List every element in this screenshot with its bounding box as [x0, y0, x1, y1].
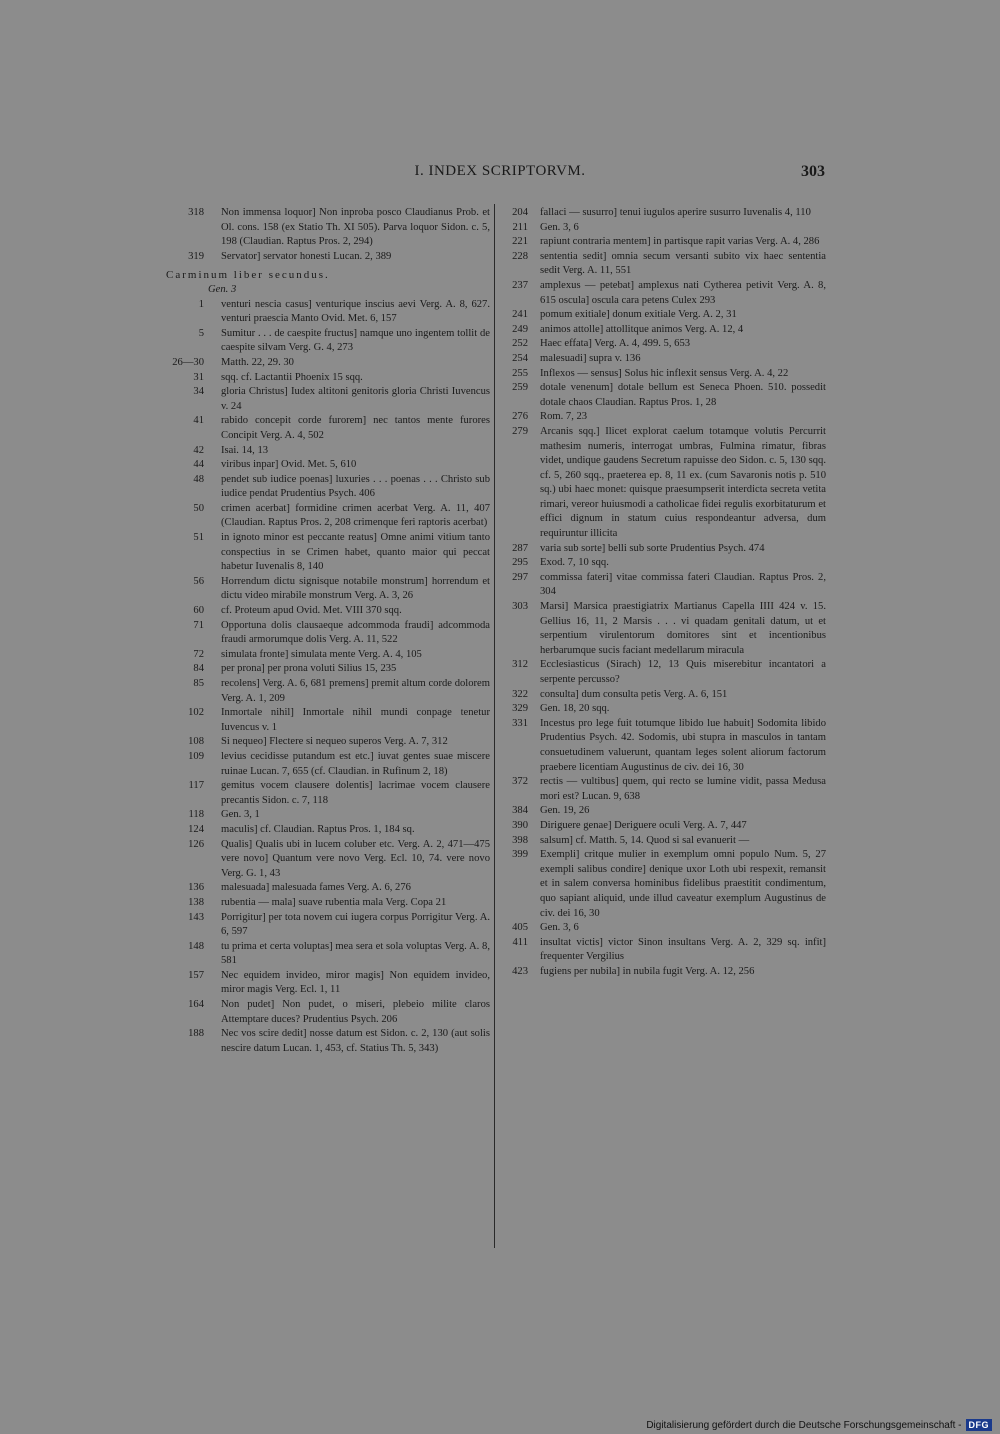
- verse-number: 312: [512, 659, 528, 671]
- verse-number: 405: [512, 922, 528, 934]
- index-entry: [166, 327, 490, 356]
- index-entry: [502, 819, 826, 834]
- verse-number: 237: [512, 279, 528, 291]
- verse-number: 276: [512, 411, 528, 423]
- entry-text: amplexus — petebat] amplexus nati Cytherea petivit Verg. A. 8, 615 oscula] oscula cara petens Culex 293: [540, 279, 826, 306]
- entry-text: Diriguere genae] Deriguere oculi Verg. A. 7, 447: [540, 819, 747, 831]
- index-entry: [166, 823, 490, 838]
- verse-number: 109: [188, 750, 204, 762]
- index-entry: [166, 458, 490, 473]
- verse-number: 148: [188, 940, 204, 952]
- entry-text: Si nequeo] Flectere si nequeo superos Verg. A. 7, 312: [221, 736, 448, 748]
- entry-text: cf. Proteum apud Ovid. Met. VIII 370 sqq.: [221, 605, 402, 617]
- entry-text: Gen. 19, 26: [540, 805, 590, 817]
- index-entry: [166, 502, 490, 531]
- index-entry: [502, 571, 826, 600]
- verse-number: 255: [512, 367, 528, 379]
- index-entry: [166, 444, 490, 459]
- verse-number: 204: [512, 207, 528, 218]
- entry-text: Inmortale nihil] Inmortale nihil mundi conpage tenetur Iuvencus v. 1: [221, 707, 490, 733]
- verse-number: 126: [188, 838, 204, 850]
- entry-text: Exod. 7, 10 sqq.: [540, 557, 609, 569]
- verse-number: 372: [512, 776, 528, 788]
- index-entry: [502, 337, 826, 352]
- verse-number: 331: [512, 717, 528, 729]
- entry-text: Gen. 3, 1: [221, 809, 260, 821]
- verse-number: 297: [512, 571, 528, 583]
- entry-text: Qualis] Qualis ubi in lucem coluber etc. Verg. A. 2, 471—475 vere novo] Quantum vere novo Verg. Ecl. 10, 74. vere novo Verg. G. 1, 43: [221, 838, 490, 879]
- verse-number: 164: [188, 999, 204, 1011]
- verse-number: 108: [188, 736, 204, 748]
- index-entry: [166, 250, 490, 265]
- index-entry: [166, 298, 490, 327]
- entry-text: rapiunt contraria mentem] in partisque rapit varias Verg. A. 4, 286: [540, 236, 820, 248]
- verse-number: 322: [512, 688, 528, 700]
- verse-number: 117: [188, 780, 204, 792]
- index-entry: [502, 279, 826, 308]
- dfg-logo: DFG: [966, 1419, 993, 1431]
- index-entry: [166, 838, 490, 882]
- verse-number: 295: [512, 557, 528, 569]
- entry-text: sententia sedit] omnia secum versanti subito vix haec sententia sedit Verg. A. 11, 551: [540, 250, 826, 277]
- entry-text: Marsi] Marsica praestigiatrix Martianus Capella IIII 424 v. 15. Gellius 16, 11, 2 Marsis . . . vi quadam genitali datum, ut et serpentium virulentorum domitores sint et incentionibus herbarumque sucis faciant medellarum miracula: [540, 601, 826, 656]
- entry-text: venturi nescia casus] venturique inscius aevi Verg. A. 8, 627. venturi praescia Manto Ovid. Met. 6, 157: [221, 298, 490, 325]
- verse-number: 319: [188, 250, 204, 262]
- entry-text: simulata fronte] simulata mente Verg. A. 4, 105: [221, 648, 422, 660]
- index-entry: [166, 969, 490, 998]
- index-entry: [502, 308, 826, 323]
- index-entry: [166, 371, 490, 386]
- entry-text: maculis] cf. Claudian. Raptus Pros. 1, 184 sq.: [221, 823, 415, 835]
- index-entry: [502, 250, 826, 279]
- index-entry: [502, 702, 826, 717]
- verse-number: 303: [512, 601, 528, 613]
- entry-text: rectis — vultibus] quem, qui recto se lumine vidit, passa Medusa mori est? Lucan. 9, 638: [540, 776, 826, 802]
- entry-text: Gen. 3, 6: [540, 221, 579, 233]
- entry-text: Horrendum dictu signisque notabile monstrum] horrendum et dictu video mirabile monstrum Verg. A. 3, 26: [221, 575, 490, 602]
- index-entry: [502, 658, 826, 687]
- entry-text: consulta] dum consulta petis Verg. A. 6, 151: [540, 688, 728, 700]
- index-entry: [166, 677, 490, 706]
- verse-number: 42: [193, 444, 204, 456]
- left-column: [166, 206, 490, 1056]
- verse-number: 423: [512, 965, 528, 977]
- page-number: 303: [801, 163, 825, 180]
- verse-number: 138: [188, 896, 204, 908]
- entry-text: Non pudet] Non pudet, o miseri, plebeio milite claros Attemptare duces? Prudentius Psych. 206: [221, 999, 490, 1025]
- index-entry: [502, 542, 826, 557]
- index-entry: [166, 706, 490, 735]
- verse-number: 51: [193, 532, 204, 544]
- entry-text: animos attolle] attollitque animos Verg. A. 12, 4: [540, 323, 744, 335]
- entry-text: Ecclesiasticus (Sirach) 12, 13 Quis miserebitur incantatori a serpente percusso?: [540, 659, 826, 685]
- entry-text: crimen acerbat] formidine crimen acerbat Verg. A. 11, 407 (Claudian. Raptus Pros. 2, 208 crimenque feri raptoris acerbat): [221, 502, 490, 529]
- index-entry: [166, 735, 490, 750]
- index-entry: [502, 965, 826, 980]
- entry-text: salsum] cf. Matth. 5, 14. Quod si sal evanuerit —: [540, 834, 750, 846]
- index-entry: [166, 896, 490, 911]
- index-entry: [166, 575, 490, 604]
- index-entry: [166, 385, 490, 414]
- entry-text: varia sub sorte] belli sub sorte Prudentius Psych. 474: [540, 542, 765, 554]
- section-reference: Gen. 3: [208, 283, 237, 295]
- index-entry: [166, 473, 490, 502]
- index-entry: [166, 779, 490, 808]
- verse-number: 318: [188, 207, 204, 218]
- footer: [646, 1418, 992, 1432]
- entry-text: Rom. 7, 23: [540, 411, 588, 423]
- entry-text: Non immensa loquor] Non inproba posco Claudianus Prob. et Ol. cons. 158 (ex Statio Th. XI 505). Parva loquor Sidon. c. 5, 198 (Claudian. Raptus Pros. 2, 294): [221, 207, 490, 248]
- verse-number: 188: [188, 1028, 204, 1040]
- section-heading: Carminum liber secundus.: [166, 269, 330, 282]
- index-entry: [166, 356, 490, 371]
- index-entry: [166, 808, 490, 823]
- verse-number: 44: [193, 459, 204, 471]
- verse-number: 26—30: [172, 356, 204, 368]
- entry-text: Nec vos scire dedit] nosse datum est Sidon. c. 2, 130 (aut solis nescire datum Lucan. 1, 453, cf. Statius Th. 5, 343): [221, 1028, 490, 1054]
- verse-number: 211: [512, 221, 528, 233]
- entry-text: Opportuna dolis clausaeque adcommoda fraudi] adcommoda fraudi armorumque dolis Verg. A. 11, 522: [221, 619, 490, 646]
- verse-number: 157: [188, 969, 204, 981]
- index-entry: [502, 717, 826, 775]
- verse-number: 398: [512, 834, 528, 846]
- entry-text: Haec effata] Verg. A. 4, 499. 5, 653: [540, 338, 691, 350]
- index-entry: [502, 381, 826, 410]
- index-entry: [166, 911, 490, 940]
- index-entry: [502, 600, 826, 658]
- index-entry: [166, 998, 490, 1027]
- index-entry: [502, 352, 826, 367]
- index-entry: [502, 323, 826, 338]
- entry-text: Isai. 14, 13: [221, 444, 269, 456]
- entry-text: pendet sub iudice poenas] luxuries . . . poenas . . . Christo sub iudice pendat Prudentius Psych. 406: [221, 473, 490, 500]
- entry-text: Nec equidem invideo, miror magis] Non equidem invideo, miror magis Verg. Ecl. 1, 11: [221, 969, 490, 996]
- entry-text: Matth. 22, 29. 30: [221, 356, 294, 368]
- entry-text: gloria Christus] Iudex altitoni genitoris gloria Christi Iuvencus v. 24: [221, 386, 490, 412]
- entry-text: Sumitur . . . de caespite fructus] namque uno ingentem tollit de caespite silvam Verg. G. 4, 273: [221, 327, 490, 354]
- index-entry: [166, 414, 490, 443]
- index-entry: [166, 881, 490, 896]
- verse-number: 41: [193, 415, 204, 427]
- entry-text: insultat victis] victor Sinon insultans Verg. A. 2, 329 sq. infit] frequenter Vergilius: [540, 936, 826, 963]
- index-entry: [166, 619, 490, 648]
- verse-number: 60: [193, 605, 204, 617]
- index-entry: [166, 604, 490, 619]
- verse-number: 390: [512, 819, 528, 831]
- verse-number: 221: [512, 236, 528, 248]
- column-divider: [494, 204, 495, 1248]
- index-entry: [166, 531, 490, 575]
- index-entry: [502, 804, 826, 819]
- verse-number: 259: [512, 382, 528, 394]
- verse-number: 329: [512, 703, 528, 715]
- verse-number: 287: [512, 542, 528, 554]
- index-entry: [502, 235, 826, 250]
- entry-text: per prona] per prona voluti Silius 15, 235: [221, 663, 397, 675]
- verse-number: 1: [198, 298, 204, 310]
- verse-number: 279: [512, 425, 528, 437]
- verse-number: 249: [512, 323, 528, 335]
- entry-text: viribus inpar] Ovid. Met. 5, 610: [221, 459, 357, 471]
- entry-text: in ignoto minor est peccante reatus] Omne animi vitium tanto conspectius in se Crimen habet, quanto maior qui peccat habetur Iuvenalis 8, 140: [221, 532, 490, 573]
- verse-number: 50: [193, 502, 204, 514]
- index-entry: [166, 940, 490, 969]
- entry-text: dotale venenum] dotale bellum est Seneca Phoen. 510. possedit dotale chaos Claudian. Raptus Pros. 1, 28: [540, 382, 826, 408]
- verse-number: 85: [193, 678, 204, 689]
- entry-text: fugiens per nubila] in nubila fugit Verg. A. 12, 256: [540, 965, 755, 977]
- index-entry: [502, 834, 826, 849]
- verse-number: 411: [512, 936, 528, 948]
- verse-number: 143: [188, 911, 204, 923]
- verse-number: 399: [512, 849, 528, 861]
- index-entry: [166, 648, 490, 663]
- entry-text: Exempli] critque mulier in exemplum omni populo Num. 5, 27 exempli salibus condire] denique uxor Loth ubi respexit, remansit et in salem conversa hominibus fidelibus praestitit condimentum, quo sapiant aliquid, unde illud caveatur exemplum Augustinus de civ. dei 16, 30: [540, 849, 826, 919]
- verse-number: 252: [512, 338, 528, 350]
- entry-text: gemitus vocem clausere dolentis] lacrimae vocem clausere precantis Sidon. c. 7, 118: [221, 780, 490, 806]
- index-entry: [166, 662, 490, 677]
- verse-number: 118: [188, 809, 204, 821]
- index-entry: [502, 556, 826, 571]
- entry-text: Servator] servator honesti Lucan. 2, 389: [221, 250, 392, 262]
- index-entry: [502, 921, 826, 936]
- index-entry: [166, 750, 490, 779]
- verse-number: 84: [193, 663, 204, 675]
- entry-text: tu prima et certa voluptas] mea sera et sola voluptas Verg. A. 8, 581: [221, 940, 490, 967]
- verse-number: 71: [193, 619, 204, 631]
- right-column: [502, 206, 826, 979]
- index-entry: [502, 410, 826, 425]
- funding-note: Digitalisierung gefördert durch die Deutsche Forschungsgemeinschaft -: [646, 1419, 962, 1431]
- entry-text: Gen. 3, 6: [540, 922, 579, 934]
- entry-text: rubentia — mala] suave rubentia mala Verg. Copa 21: [221, 896, 447, 908]
- page-header: [175, 163, 825, 187]
- entry-text: recolens] Verg. A. 6, 681 premens] premit altum corde dolorem Verg. A. 1, 209: [221, 678, 490, 704]
- entry-text: Gen. 18, 20 sqq.: [540, 703, 610, 715]
- verse-number: 72: [193, 648, 204, 660]
- entry-text: sqq. cf. Lactantii Phoenix 15 sqq.: [221, 371, 363, 383]
- entry-text: Incestus pro lege fuit totumque libido lue habuit] Sodomita libido Prudentius Psych. 42. Sodomis, ubi stupra in masculos in tantam consuetudinem valuerunt, quantam leges solent aliorum factorum praebere licentiam Augustinus de civ. dei 16, 30: [540, 717, 826, 773]
- index-entry: [166, 206, 490, 250]
- verse-number: 102: [188, 707, 204, 719]
- entry-text: levius cecidisse putandum est etc.] iuvat gentes suae miscere ruinae Lucan. 7, 655 (cf. Claudian. in Rufinum 2, 18): [221, 750, 490, 777]
- verse-number: 136: [188, 882, 204, 894]
- verse-number: 228: [512, 250, 528, 262]
- verse-number: 254: [512, 352, 528, 364]
- page-title: I. INDEX SCRIPTORVM.: [414, 163, 586, 179]
- verse-number: 48: [193, 473, 204, 485]
- index-entry: [166, 1027, 490, 1056]
- entry-text: pomum exitiale] donum exitiale Verg. A. 2, 31: [540, 309, 737, 321]
- index-entry: [502, 936, 826, 965]
- entry-text: Arcanis sqq.] Ilicet explorat caelum totamque volutis Percurrit mathesim numeris, interrogat umbras, Fulmina rimatur, fibras videt, undique gaudens Secretum rapuisse deo Sidon. c. 5, 130 sqq. cf. 5, 260 sqq., praeterea ep. 8, 11 ex. (cum Savaronis notis p. 510 sq.) ubi haec monet: quisque praesumpserit interdicta secreta vetita rimari, vereor huiusmodi a catholicae fidei regulis exorbitaturum et effici dignum in statum cuius respondeantur adversa, dum requiruntur illicita: [540, 425, 826, 540]
- verse-number: 124: [188, 823, 204, 835]
- verse-number: 384: [512, 805, 528, 817]
- verse-number: 241: [512, 309, 528, 321]
- index-entry: [502, 367, 826, 382]
- index-entry: [502, 206, 826, 221]
- verse-number: 56: [193, 575, 204, 587]
- index-entry: [502, 848, 826, 921]
- index-entry: [502, 688, 826, 703]
- entry-text: Inflexos — sensus] Solus hic inflexit sensus Verg. A. 4, 22: [540, 367, 789, 379]
- entry-text: malesuadi] supra v. 136: [540, 352, 641, 364]
- entry-text: fallaci — susurro] tenui iugulos aperire susurro Iuvenalis 4, 110: [540, 207, 811, 218]
- index-entry: [502, 425, 826, 542]
- index-entry: [502, 775, 826, 804]
- verse-number: 31: [193, 371, 204, 383]
- verse-number: 34: [193, 386, 204, 398]
- entry-text: commissa fateri] vitae commissa fateri Claudian. Raptus Pros. 2, 304: [540, 571, 826, 598]
- entry-text: Porrigitur] per tota novem cui iugera corpus Porrigitur Verg. A. 6, 597: [221, 911, 490, 938]
- entry-text: malesuada] malesuada fames Verg. A. 6, 276: [221, 882, 411, 894]
- verse-number: 5: [198, 327, 204, 339]
- index-entry: [502, 221, 826, 236]
- entry-text: rabido concepit corde furorem] nec tantos mente furores Concipit Verg. A. 4, 502: [221, 415, 490, 441]
